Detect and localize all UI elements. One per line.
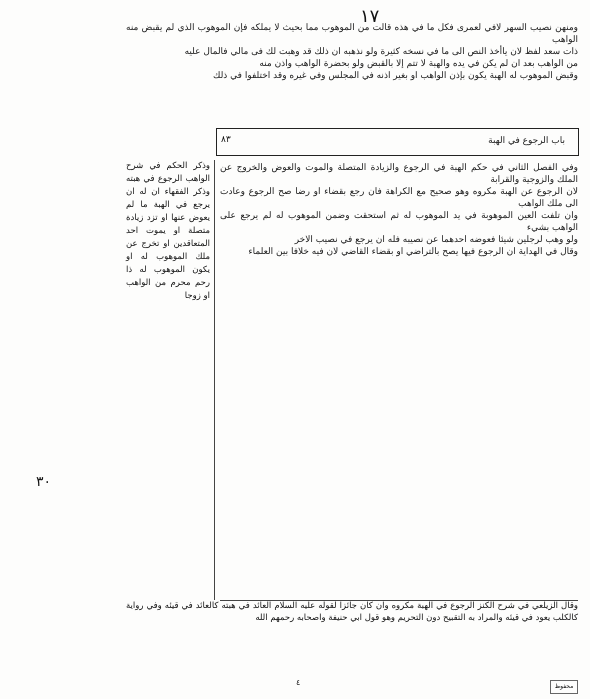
body-text-block bbox=[220, 162, 578, 258]
box-number: ٨٣ bbox=[221, 135, 231, 145]
box-heading-text: باب الرجوع في الهبة bbox=[488, 136, 565, 146]
bottom-text: وقال الزيلعي في شرح الكنز الرجوع في الهبة مكروه وان كان جائزا لقوله عليه السلام العائد في هبته كالعائد في قيئه وفي رواية كالكلب يعود في قيئه والمراد به التقبيح دون التحريم وهو قول ابي حنيفة واصحابه رحمهم الله bbox=[126, 601, 578, 623]
library-stamp: محفوظ bbox=[550, 680, 578, 694]
folio-number: ١٧ bbox=[360, 6, 380, 27]
body-paragraph: ولو وهب لرجلين شيئا فعوضه احدهما عن نصيبه فله ان يرجع في نصيب الاخر bbox=[294, 235, 578, 245]
body-paragraph: وفي الفصل الثاني في حكم الهبة في الرجوع والزيادة المتصلة والموت والعوض والخروج عن الملك والزوجية والقرابة bbox=[220, 163, 578, 185]
footer-number: ٤ bbox=[296, 678, 301, 687]
main-paragraph: ذات سعد لفظ لان ياأخذ النص الى ما في نسخه كثيرة ولو نذهبه ان ذلك قد وهبت لك فى مالي فالمال عليه bbox=[184, 47, 578, 57]
body-paragraph: لان الرجوع عن الهبة مكروه وهو صحيح مع الكراهة فان رجع بقضاء او رضا صح الرجوع وعادت الى ملك الواهب bbox=[220, 187, 578, 209]
boxed-heading bbox=[216, 128, 579, 156]
main-text-block bbox=[126, 22, 578, 82]
margin-number: ٣٠ bbox=[36, 474, 52, 490]
main-paragraph: وقبض الموهوب له الهبة يكون بإذن الواهب او بغير اذنه في المجلس وفي غيره وقد اختلفوا في ذلك bbox=[212, 71, 578, 81]
main-paragraph: من الواهب بعد ان لم يكن في يده والهبة لا تتم إلا بالقبض ولو بحضرة الواهب واذن منه bbox=[259, 59, 578, 69]
body-paragraph: وقال في الهداية ان الرجوع فيها يصح بالتراضي او بقضاء القاضي لان فيه خلافا بين العلماء bbox=[248, 247, 578, 257]
commentary-sidebar bbox=[126, 160, 215, 600]
main-paragraph: ومنهن نصيب السهر لافي لعمرى فكل ما في هذه قالت من الموهوب مما بحيث لا يملكه فإن الموهوب الذي لم يقبض منه الواهب bbox=[126, 23, 578, 45]
body-paragraph: وان تلفت العين الموهوبة في يد الموهوب له ثم استحقت وضمن الموهوب له لم يرجع على الواهب بشيء bbox=[220, 211, 578, 233]
sidebar-text: وذكر الحكم في شرح الواهب الرجوع في هبته وذكر الفقهاء ان له ان يرجع في الهبة ما لم يعوض عنها او تزد زيادة متصلة او يموت احد المتعاقدين او تخرج عن ملك الموهوب له او يكون الموهوب له ذا رحم محرم من الواهب او زوجا bbox=[126, 161, 210, 301]
